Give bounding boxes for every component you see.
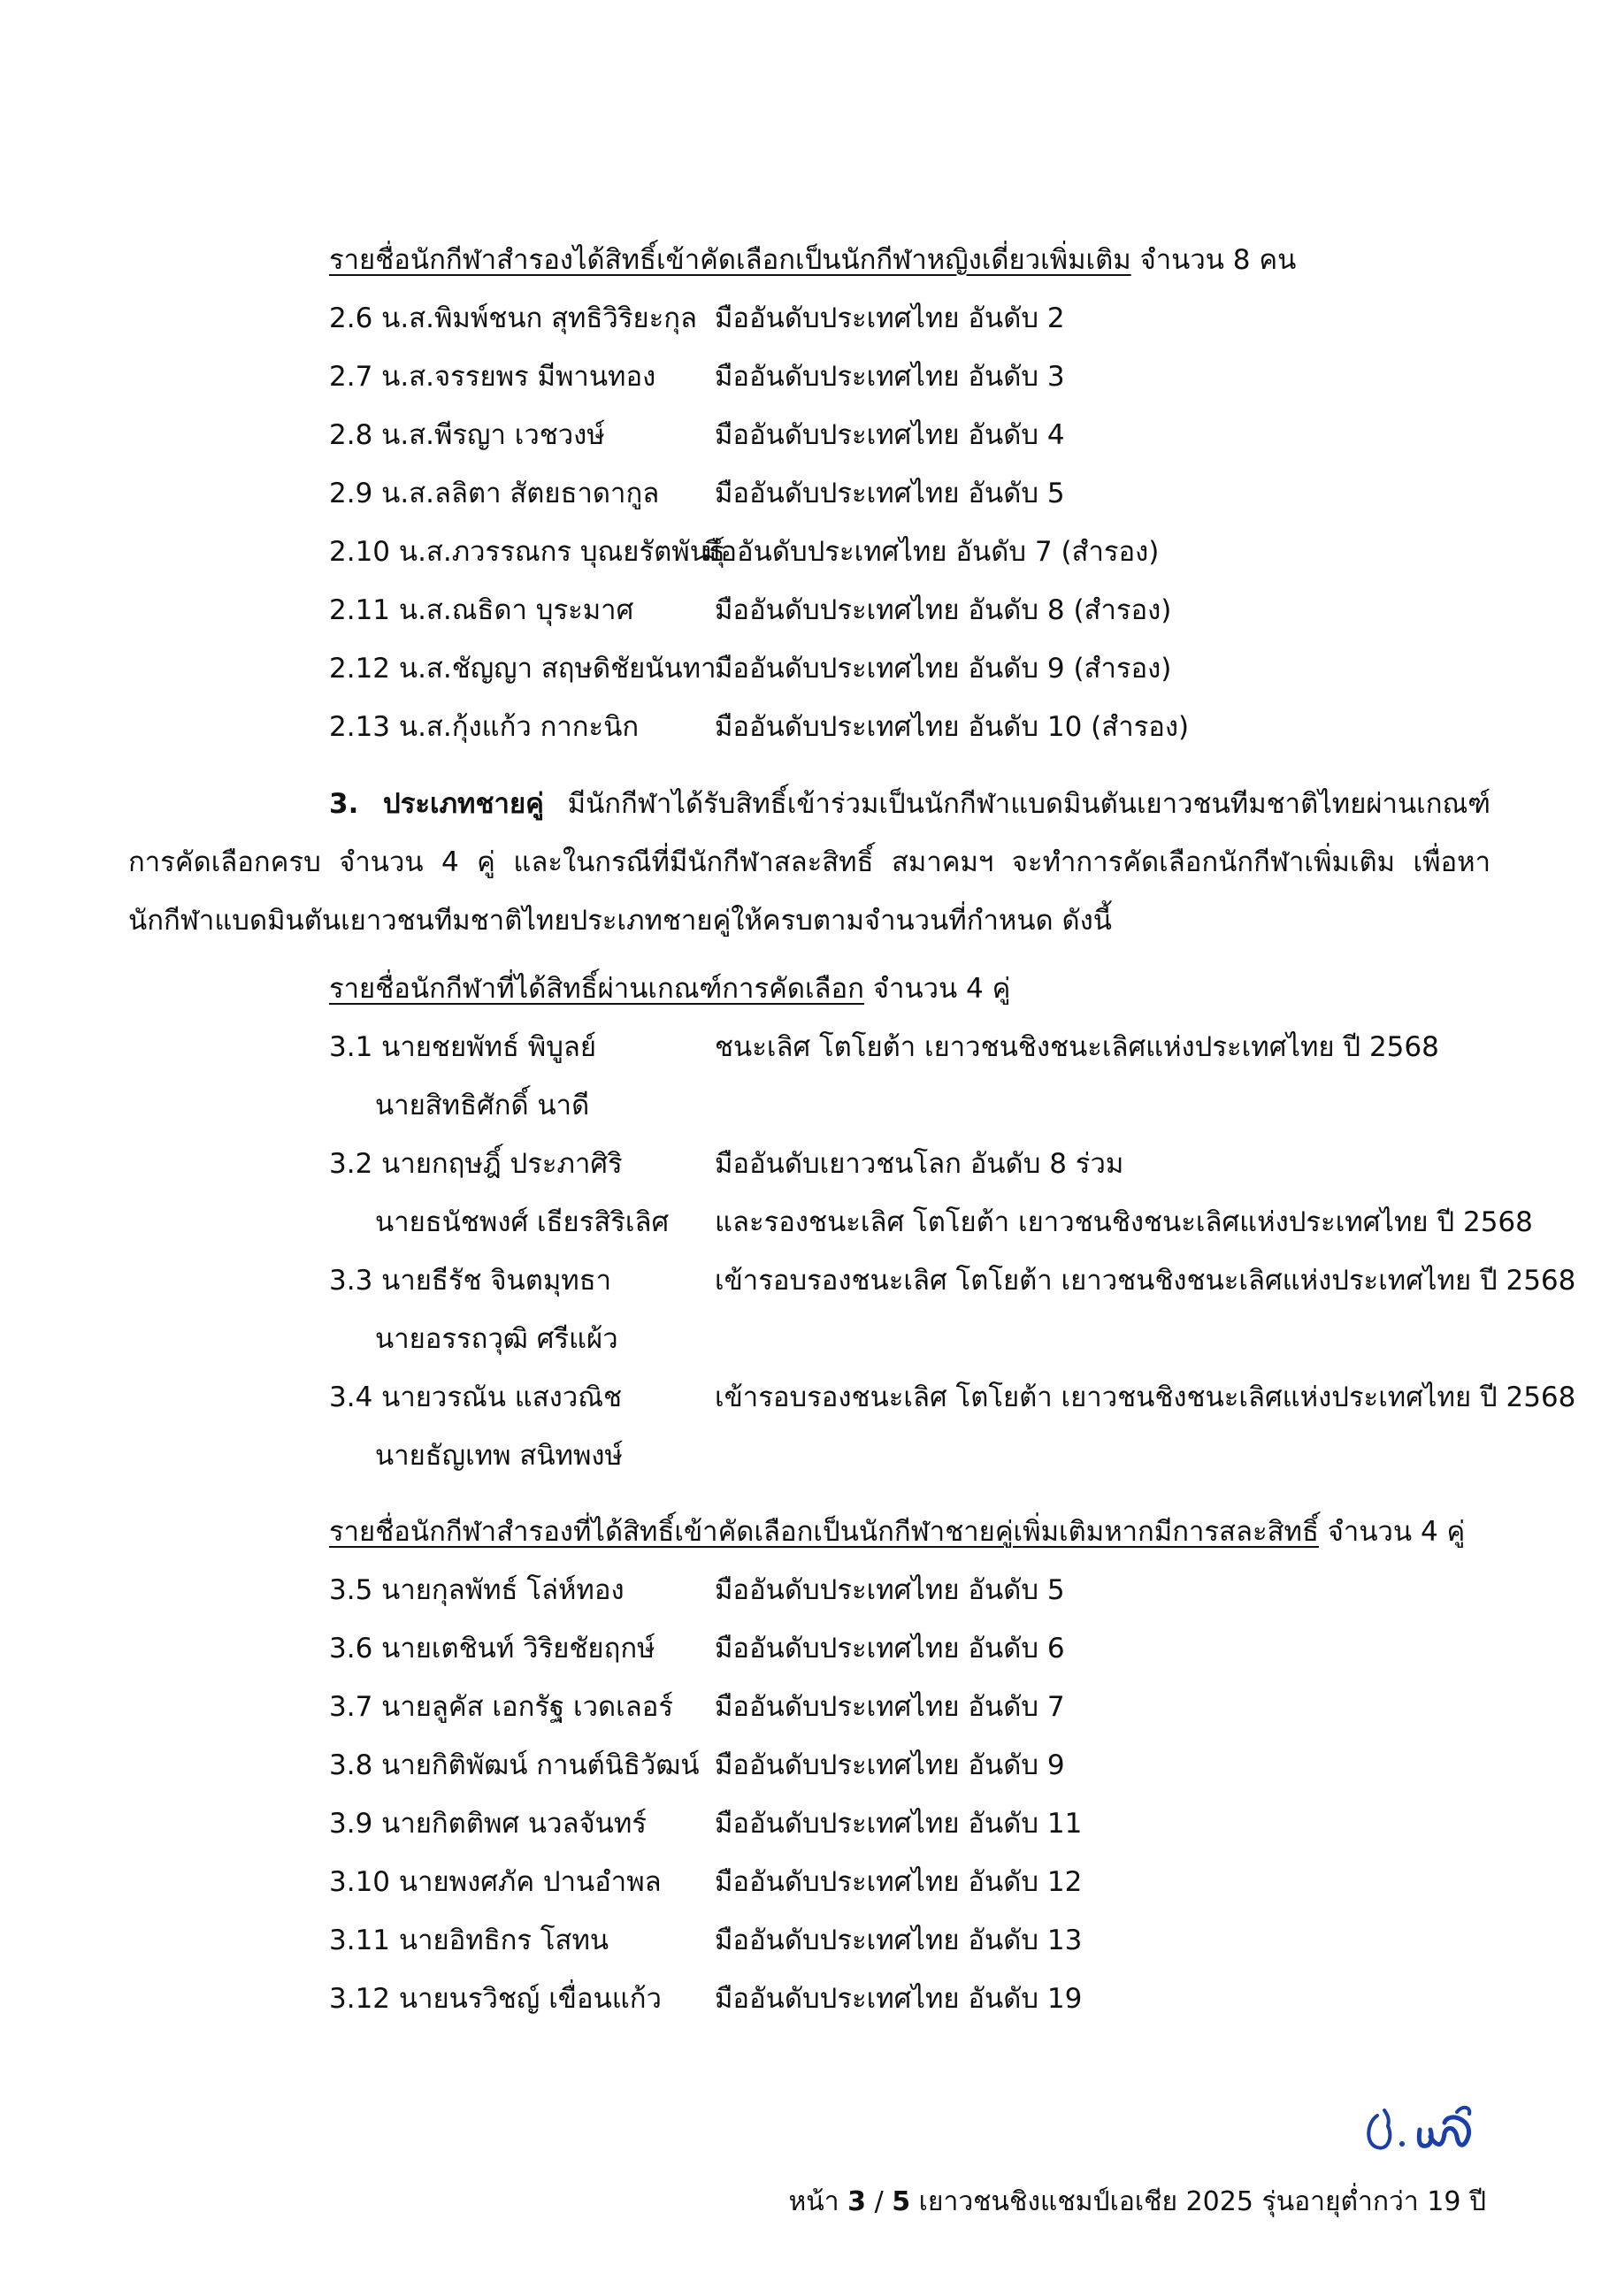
athlete-name: 2.13 น.ส.กุ้งแก้ว กากะนิก [329, 711, 640, 743]
page-total: 5 [892, 2186, 911, 2217]
athlete-name: 3.4 นายวรณัน แสงวณิช [329, 1381, 623, 1413]
list-item [329, 476, 1567, 511]
athlete-achievement: ชนะเลิศ โตโยต้า เยาวชนชิงชนะเลิศแห่งประเทศไทย ปี 2568 [715, 1031, 1439, 1063]
athlete-rank: มืออันดับประเทศไทย อันดับ 9 [715, 1749, 1065, 1781]
list-item [329, 1806, 1567, 1841]
list-item [329, 1748, 1567, 1783]
athlete-achievement: มืออันดับเยาวชนโลก อันดับ 8 ร่วม [715, 1148, 1124, 1180]
list-item [329, 1981, 1567, 2017]
list-item [329, 593, 1567, 628]
athlete-name: 2.6 น.ส.พิมพ์ชนก สุทธิวิริยะกุล [329, 302, 698, 334]
list-item [329, 1689, 1567, 1725]
list-item [329, 651, 1567, 686]
event-name: เยาวชนชิงแชมป์เอเชีย 2025 รุ่นอายุต่ำกว่า 19 ปี [918, 2186, 1486, 2217]
athlete-name: นายอรรถวุฒิ ศรีแผ้ว [375, 1323, 618, 1355]
list-item [329, 301, 1567, 336]
handwritten-signature-icon [1358, 2098, 1499, 2160]
athlete-rank: มืออันดับประเทศไทย อันดับ 7 [715, 1691, 1065, 1723]
list-item [329, 1146, 1567, 1182]
athlete-rank: มืออันดับประเทศไทย อันดับ 9 (สำรอง) [715, 653, 1172, 685]
athlete-rank: มืออันดับประเทศไทย อันดับ 3 [715, 361, 1065, 393]
heading-text: รายชื่อนักกีฬาสำรองที่ได้สิทธิ์เข้าคัดเลือกเป็นนักกีฬาชายคู่เพิ่มเติมหากมีการสละสิทธิ์ [329, 1516, 1319, 1548]
paragraph-text: มีนักกีฬาได้รับสิทธิ์เข้าร่วมเป็นนักกีฬาแบดมินตันเยาวชนทีมชาติไทยผ่านเกณฑ์การคัดเลือกครบ จำนวน 4 คู่ และในกรณีที่มีนักกีฬาสละสิทธิ์ สมาคมฯ จะทำการคัดเลือกนักกีฬาเพิ่มเติม เพื่อหานักกีฬาแบดมินตันเยาวชนทีมชาติไทยประเภทชายคู่ให้ครบตามจำนวนที่กำหนด ดังนี้ [128, 788, 1491, 937]
athlete-rank: มืออันดับประเทศไทย อันดับ 11 [715, 1808, 1083, 1840]
athlete-name: 3.11 นายอิทธิกร โสทน [329, 1925, 609, 1956]
athlete-name: 3.8 นายกิติพัฒน์ กานต์นิธิวัฒน์ [329, 1749, 700, 1781]
athlete-rank: มืออันดับประเทศไทย อันดับ 2 [715, 302, 1065, 334]
athlete-name: นายธัญเทพ สนิทพงษ์ [375, 1440, 623, 1472]
list-item [329, 1380, 1576, 1415]
athlete-name: 2.10 น.ส.ภวรรณกร บุณยรัตพันธุ์ [329, 536, 725, 568]
athlete-rank: มืออันดับประเทศไทย อันดับ 7 (สำรอง) [702, 536, 1160, 568]
list-item [329, 1088, 1567, 1123]
heading-text: รายชื่อนักกีฬาที่ได้สิทธิ์ผ่านเกณฑ์การคัดเลือก [329, 973, 864, 1005]
athlete-name: 2.8 น.ส.พีรญา เวชวงษ์ [329, 419, 605, 451]
page-footer [788, 2185, 1486, 2220]
athlete-name: 3.3 นายธีรัช จินตมุทธา [329, 1265, 612, 1297]
athlete-name: 3.2 นายกฤษฎิ์ ประภาศิริ [329, 1148, 623, 1180]
mens-doubles-paragraph [128, 775, 1491, 950]
athlete-rank: มืออันดับประเทศไทย อันดับ 8 (สำรอง) [715, 594, 1172, 626]
list-item [329, 1631, 1567, 1666]
athlete-name: นายธนัชพงศ์ เธียรสิริเลิศ [375, 1206, 670, 1238]
list-item [329, 1923, 1567, 1958]
section-lead: 3. ประเภทชายคู่ [329, 788, 544, 820]
page-current: 3 [847, 2186, 867, 2217]
athlete-name: 3.9 นายกิตติพศ นวลจันทร์ [329, 1808, 647, 1840]
athlete-name: 3.7 นายลูคัส เอกรัฐ เวดเลอร์ [329, 1691, 674, 1723]
athlete-rank: มืออันดับประเทศไทย อันดับ 4 [715, 419, 1065, 451]
list-item [329, 1864, 1567, 1900]
athlete-name: 3.5 นายกุลพัทธ์ โล่ห์ทอง [329, 1574, 625, 1606]
athlete-name: 3.6 นายเตชินท์ วิริยชัยฤกษ์ [329, 1633, 655, 1665]
athlete-rank: มืออันดับประเทศไทย อันดับ 13 [715, 1925, 1083, 1956]
list-item [329, 417, 1567, 453]
athlete-achievement: และรองชนะเลิศ โตโยต้า เยาวชนชิงชนะเลิศแห่งประเทศไทย ปี 2568 [715, 1206, 1533, 1238]
heading-text: รายชื่อนักกีฬาสำรองได้สิทธิ์เข้าคัดเลือกเป็นนักกีฬาหญิงเดี่ยวเพิ่มเติม [329, 244, 1131, 276]
page-word: หน้า [788, 2186, 839, 2217]
heading-count: จำนวน 8 คน [1139, 244, 1297, 276]
athlete-achievement: เข้ารอบรองชนะเลิศ โตโยต้า เยาวชนชิงชนะเลิศแห่งประเทศไทย ปี 2568 [715, 1381, 1576, 1413]
athlete-rank: มืออันดับประเทศไทย อันดับ 19 [715, 1983, 1083, 2015]
list-item [329, 1205, 1567, 1240]
heading-count: จำนวน 4 คู่ [872, 973, 1011, 1005]
athlete-rank: มืออันดับประเทศไทย อันดับ 5 [715, 478, 1065, 509]
athlete-name: 3.12 นายนรวิชญ์ เขื่อนแก้ว [329, 1983, 662, 2015]
page-separator: / [874, 2186, 884, 2217]
athlete-name: 2.9 น.ส.ลลิตา สัตยธาดากูล [329, 478, 660, 509]
athlete-rank: มืออันดับประเทศไทย อันดับ 12 [715, 1866, 1083, 1898]
athlete-rank: มืออันดับประเทศไทย อันดับ 10 (สำรอง) [715, 711, 1190, 743]
athlete-name: 3.10 นายพงศภัค ปานอำพล [329, 1866, 662, 1898]
list-item [329, 1573, 1567, 1608]
section-heading-women-reserve [329, 242, 1296, 278]
list-item [329, 534, 1567, 570]
athlete-name: 3.1 นายชยพัทธ์ พิบูลย์ [329, 1031, 597, 1063]
list-item [329, 1438, 1567, 1473]
athlete-rank: มืออันดับประเทศไทย อันดับ 6 [715, 1633, 1065, 1665]
list-item [329, 709, 1567, 745]
heading-count: จำนวน 4 คู่ [1327, 1516, 1466, 1548]
athlete-name: 2.11 น.ส.ณธิดา บุระมาศ [329, 594, 634, 626]
section-heading-mens-doubles-reserve [329, 1514, 1465, 1550]
section-heading-mens-doubles-qualified [329, 971, 1010, 1006]
list-item [329, 1029, 1567, 1065]
list-item [329, 359, 1567, 394]
athlete-rank: มืออันดับประเทศไทย อันดับ 5 [715, 1574, 1065, 1606]
athlete-name: นายสิทธิศักดิ์ นาดี [375, 1090, 590, 1121]
athlete-name: 2.12 น.ส.ชัญญา สฤษดิชัยนันทา [329, 653, 717, 685]
list-item [329, 1321, 1567, 1357]
list-item [329, 1263, 1576, 1298]
athlete-name: 2.7 น.ส.จรรยพร มีพานทอง [329, 361, 656, 393]
athlete-achievement: เข้ารอบรองชนะเลิศ โตโยต้า เยาวชนชิงชนะเลิศแห่งประเทศไทย ปี 2568 [715, 1265, 1576, 1297]
